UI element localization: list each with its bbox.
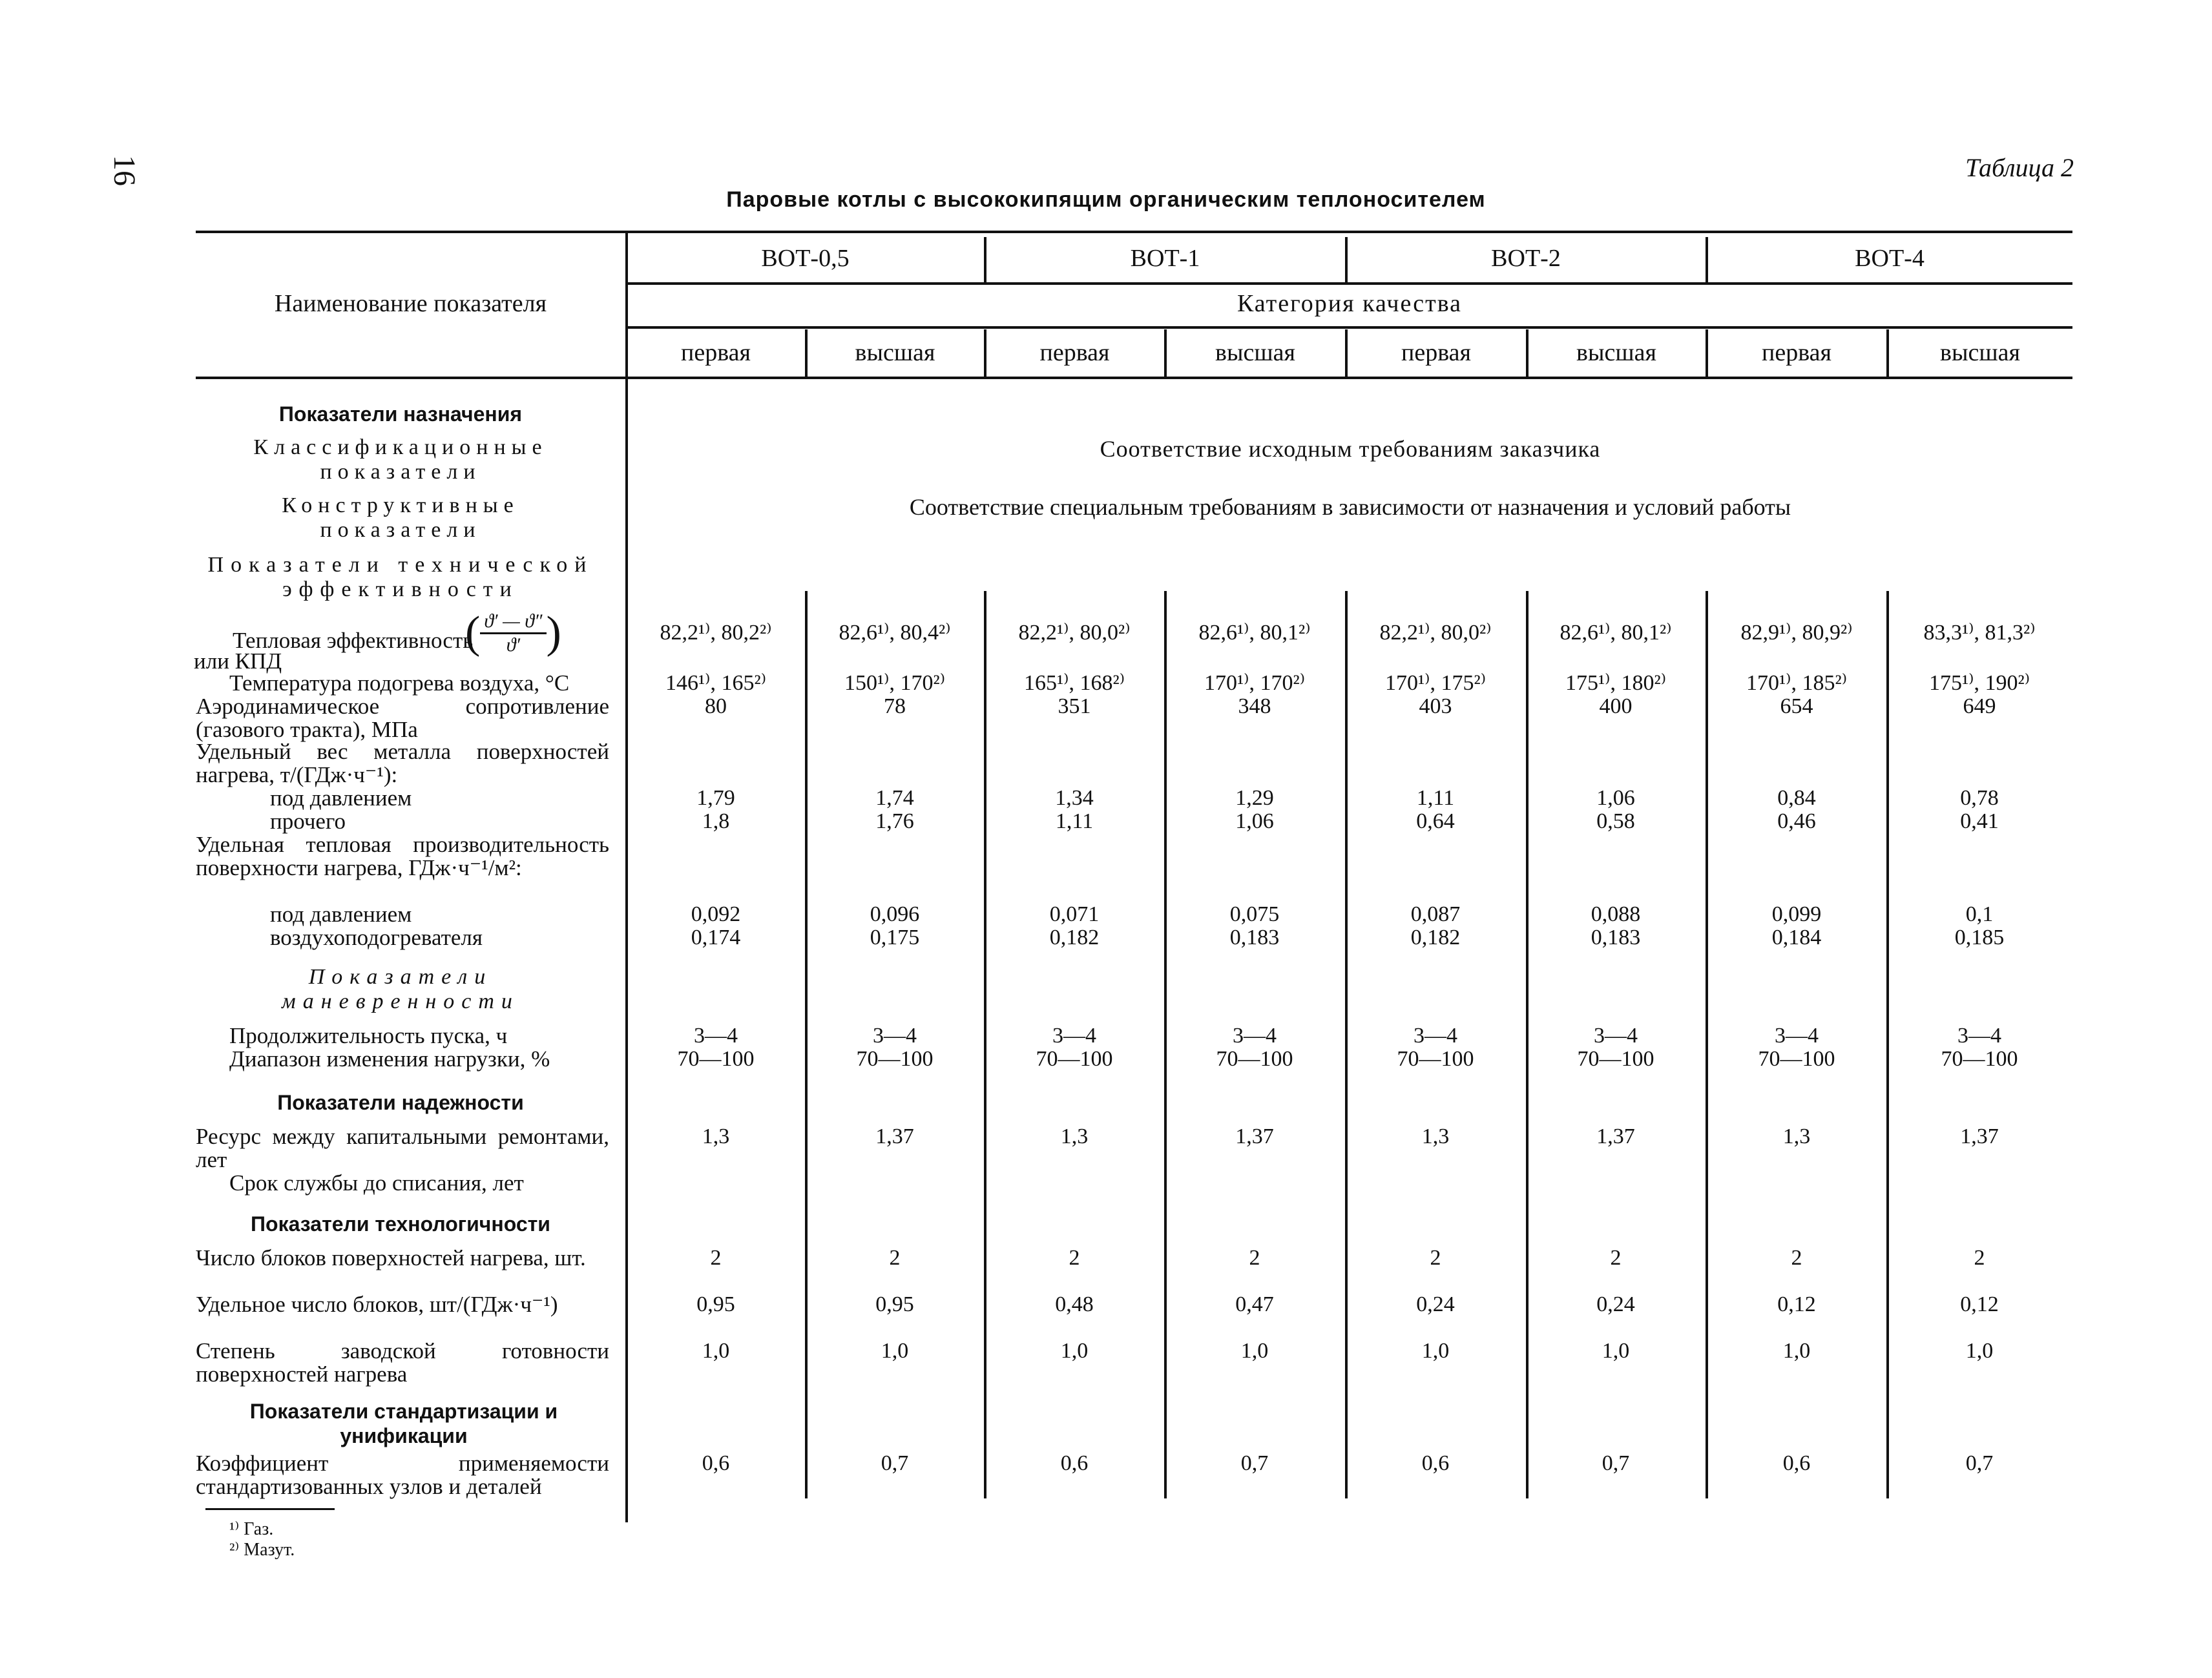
air-temp-value: 150¹⁾, 170²⁾ [844, 671, 946, 695]
top-rule [196, 231, 2072, 233]
row-label-header: Наименование показателя [274, 290, 547, 317]
grade-header: первая [681, 339, 751, 366]
spec-blocks-value: 0,12 [1777, 1292, 1816, 1316]
blocks-value: 2 [1069, 1246, 1080, 1270]
metal-sub2-label: прочего [270, 809, 346, 834]
start-value: 3—4 [1233, 1024, 1277, 1048]
coeff-value: 0,6 [1782, 1451, 1811, 1475]
thermal-eff-formula: ( $\frac{ϑ' — ϑ''}{ϑ'}$ ) [465, 608, 561, 658]
load-value: 70—100 [1216, 1047, 1293, 1071]
thermal-eff-value: 82,6¹⁾, 80,1²⁾ [1560, 621, 1672, 645]
aero-value: 348 [1238, 694, 1271, 718]
heat-prod-air-value: 0,174 [691, 926, 741, 949]
start-value: 3—4 [694, 1024, 738, 1048]
metal-pressure-value: 1,11 [1416, 786, 1455, 810]
heat-prod-pressure-value: 0,075 [1229, 902, 1280, 926]
blocks-value: 2 [1791, 1246, 1802, 1270]
formula-numerator: ϑ′ — ϑ″ [480, 610, 546, 634]
heat-prod-pressure-value: 0,088 [1591, 902, 1641, 926]
model-header: ВОТ-4 [1855, 245, 1925, 272]
coeff-value: 0,7 [1965, 1451, 1994, 1475]
thermal-eff-value: 83,3¹⁾, 81,3²⁾ [1923, 621, 2036, 645]
heat-prod-air-value: 0,182 [1049, 926, 1100, 949]
resource-value: 1,37 [1960, 1124, 1999, 1148]
category-header: Категория качества [1236, 290, 1463, 317]
section-tech-eff: Показатели технической эффективности [207, 553, 594, 601]
section-classification: Классификационные показатели [253, 435, 548, 484]
start-value: 3—4 [1775, 1024, 1819, 1048]
header-bottom-rule [196, 377, 2072, 379]
model-header: ВОТ-2 [1491, 245, 1561, 272]
spec-blocks-value: 0,48 [1055, 1292, 1094, 1316]
spec-blocks-value: 0,95 [696, 1292, 735, 1316]
model-header: ВОТ-0,5 [761, 245, 850, 272]
metal-pressure-value: 1,29 [1235, 786, 1274, 810]
readiness-value: 1,0 [1782, 1339, 1811, 1363]
metal-other-value: 1,8 [702, 809, 730, 833]
metal-other-value: 1,76 [875, 809, 914, 833]
heat-prod-air-value: 0,182 [1410, 926, 1461, 949]
heat-prod-air-value: 0,183 [1591, 926, 1641, 949]
spec-blocks-value: 0,95 [875, 1292, 914, 1316]
coeff-value: 0,6 [1421, 1451, 1450, 1475]
metal-other-value: 0,58 [1596, 809, 1635, 833]
load-value: 70—100 [677, 1047, 755, 1071]
classification-value: Соответствие исходным требованиям заказчика [1100, 436, 1601, 462]
section-design: Конструктивные показатели [282, 493, 519, 542]
table-title: Паровые котлы с высококипящим органическим теплоносителем [726, 187, 1486, 212]
page-number: 16 [107, 155, 141, 186]
thermal-eff-value: 82,6¹⁾, 80,1²⁾ [1198, 621, 1311, 645]
heat-prod-pressure-value: 0,099 [1771, 902, 1822, 926]
start-value: 3—4 [1052, 1024, 1096, 1048]
resource-value: 1,3 [702, 1124, 730, 1148]
footnote-rule [205, 1508, 335, 1510]
heat-prod-air-value: 0,183 [1229, 926, 1280, 949]
readiness-value: 1,0 [1240, 1339, 1269, 1363]
coeff-value: 0,6 [1060, 1451, 1089, 1475]
metal-pressure-value: 1,79 [696, 786, 735, 810]
blocks-value: 2 [889, 1246, 901, 1270]
heat-prod-air-value: 0,175 [870, 926, 920, 949]
coeff-value: 0,6 [702, 1451, 730, 1475]
aero-label: Аэродинамическое сопротивление (газового тракта), МПа [196, 694, 609, 742]
spec-blocks-value: 0,24 [1416, 1292, 1455, 1316]
model-rule [627, 282, 2072, 285]
service-label: Срок службы до списания, лет [229, 1170, 524, 1196]
heat-prod-pressure-value: 0,071 [1049, 902, 1100, 926]
aero-value: 351 [1058, 694, 1091, 718]
coeff-value: 0,7 [881, 1451, 909, 1475]
metal-pressure-value: 0,84 [1777, 786, 1816, 810]
load-value: 70—100 [856, 1047, 934, 1071]
air-temp-label: Температура подогрева воздуха, °С [229, 670, 570, 696]
readiness-value: 1,0 [1602, 1339, 1630, 1363]
air-temp-value: 165¹⁾, 168²⁾ [1023, 671, 1125, 695]
resource-value: 1,37 [875, 1124, 914, 1148]
coeff-value: 0,7 [1602, 1451, 1630, 1475]
grade-header: высшая [1940, 339, 2020, 366]
heat-prod-label: Удельная тепловая производительность поверхности нагрева, ГДж·ч⁻¹/м²: [196, 832, 609, 880]
air-temp-value: 170¹⁾, 185²⁾ [1746, 671, 1848, 695]
start-value: 3—4 [1957, 1024, 2001, 1048]
metal-label: Удельный вес металла поверхностей нагрева, т/(ГДж·ч⁻¹): [196, 739, 609, 787]
column-divider [1886, 591, 1889, 1498]
spec-blocks-label: Удельное число блоков, шт/(ГДж·ч⁻¹) [196, 1292, 558, 1317]
section-purpose: Показатели назначения [278, 402, 523, 426]
column-divider [1706, 591, 1708, 1498]
thermal-eff-value: 82,2¹⁾, 80,2²⁾ [660, 621, 772, 645]
air-temp-value: 175¹⁾, 190²⁾ [1928, 671, 2030, 695]
metal-other-value: 1,06 [1235, 809, 1274, 833]
metal-pressure-value: 0,78 [1960, 786, 1999, 810]
blocks-value: 2 [1610, 1246, 1622, 1270]
readiness-value: 1,0 [1060, 1339, 1089, 1363]
air-temp-value: 170¹⁾, 170²⁾ [1204, 671, 1306, 695]
table-label: Таблица 2 [1965, 153, 2074, 182]
resource-value: 1,3 [1421, 1124, 1450, 1148]
aero-value: 649 [1963, 694, 1996, 718]
air-temp-value: 146¹⁾, 165²⁾ [665, 671, 767, 695]
model-header: ВОТ-1 [1130, 245, 1200, 272]
heat-prod-pressure-value: 0,087 [1410, 902, 1461, 926]
aero-value: 400 [1599, 694, 1633, 718]
spec-blocks-value: 0,47 [1235, 1292, 1274, 1316]
heat-prod-air-value: 0,185 [1954, 926, 2005, 949]
coeff-value: 0,7 [1240, 1451, 1269, 1475]
column-divider [1526, 591, 1529, 1498]
blocks-value: 2 [1974, 1246, 1985, 1270]
design-value: Соответствие специальным требованиям в зависимости от назначения и условий работы [909, 494, 1791, 520]
section-manufacturability: Показатели технологичности [251, 1212, 550, 1236]
resource-value: 1,3 [1782, 1124, 1811, 1148]
heat-prod-pressure-value: 0,092 [691, 902, 741, 926]
metal-pressure-value: 1,74 [875, 786, 914, 810]
aero-value: 78 [884, 694, 906, 718]
grade-header: первая [1762, 339, 1831, 366]
thermal-eff-text2: или КПД [194, 648, 282, 674]
label-divider [625, 231, 628, 1522]
grade-header: высшая [855, 339, 935, 366]
thermal-eff-text: Тепловая эффективность [233, 628, 474, 653]
footnote-gas: ¹⁾ Газ. [229, 1519, 274, 1539]
aero-value: 654 [1780, 694, 1813, 718]
grade-header: высшая [1215, 339, 1295, 366]
air-temp-value: 170¹⁾, 175²⁾ [1384, 671, 1487, 695]
blocks-value: 2 [710, 1246, 722, 1270]
formula-denominator: ϑ′ [506, 634, 521, 656]
start-value: 3—4 [873, 1024, 917, 1048]
resource-label: Ресурс между капитальными ремонтами, лет [196, 1124, 609, 1172]
column-divider [1345, 591, 1348, 1498]
blocks-value: 2 [1430, 1246, 1441, 1270]
category-rule [627, 326, 2072, 329]
section-standardization: Показатели стандартизации и унификации [249, 1400, 558, 1447]
blocks-value: 2 [1249, 1246, 1260, 1270]
start-label: Продолжительность пуска, ч [229, 1023, 508, 1048]
load-value: 70—100 [1941, 1047, 2018, 1071]
readiness-value: 1,0 [702, 1339, 730, 1363]
column-divider [1164, 591, 1167, 1498]
thermal-eff-value: 82,2¹⁾, 80,0²⁾ [1018, 621, 1131, 645]
load-value: 70—100 [1758, 1047, 1835, 1071]
resource-value: 1,3 [1060, 1124, 1089, 1148]
thermal-eff-value: 82,9¹⁾, 80,9²⁾ [1740, 621, 1853, 645]
load-value: 70—100 [1397, 1047, 1474, 1071]
metal-other-value: 0,46 [1777, 809, 1816, 833]
metal-sub1-label: под давлением [270, 785, 412, 811]
spec-blocks-value: 0,24 [1596, 1292, 1635, 1316]
heat-prod-pressure-value: 0,1 [1965, 902, 1994, 926]
heat-prod-sub2-label: воздухоподогревателя [270, 925, 483, 950]
aero-value: 403 [1419, 694, 1452, 718]
metal-other-value: 0,64 [1416, 809, 1455, 833]
section-maneuver: Показатели маневренности [282, 965, 519, 1013]
column-divider [805, 591, 808, 1498]
resource-value: 1,37 [1596, 1124, 1635, 1148]
metal-other-value: 0,41 [1960, 809, 1999, 833]
column-divider [984, 591, 986, 1498]
grade-header: высшая [1576, 339, 1656, 366]
blocks-label: Число блоков поверхностей нагрева, шт. [196, 1245, 586, 1270]
load-label: Диапазон изменения нагрузки, % [229, 1046, 550, 1072]
resource-value: 1,37 [1235, 1124, 1274, 1148]
metal-other-value: 1,11 [1055, 809, 1094, 833]
spec-blocks-value: 0,12 [1960, 1292, 1999, 1316]
aero-value: 80 [705, 694, 727, 718]
air-temp-value: 175¹⁾, 180²⁾ [1565, 671, 1667, 695]
readiness-label: Степень заводской готовности поверхностей нагрева [196, 1338, 609, 1387]
grade-header: первая [1039, 339, 1110, 366]
start-value: 3—4 [1594, 1024, 1638, 1048]
heat-prod-sub1-label: под давлением [270, 902, 412, 927]
readiness-value: 1,0 [1965, 1339, 1994, 1363]
metal-pressure-value: 1,34 [1055, 786, 1094, 810]
footnote-fuel-oil: ²⁾ Мазут. [229, 1540, 295, 1560]
readiness-value: 1,0 [881, 1339, 909, 1363]
section-reliability: Показатели надежности [277, 1091, 524, 1114]
metal-pressure-value: 1,06 [1596, 786, 1635, 810]
readiness-value: 1,0 [1421, 1339, 1450, 1363]
heat-prod-pressure-value: 0,096 [870, 902, 920, 926]
heat-prod-air-value: 0,184 [1771, 926, 1822, 949]
thermal-eff-value: 82,6¹⁾, 80,4²⁾ [839, 621, 951, 645]
grade-header: первая [1401, 339, 1471, 366]
load-value: 70—100 [1577, 1047, 1654, 1071]
coeff-label: Коэффициент применяемости стандартизованных узлов и деталей [196, 1451, 609, 1499]
start-value: 3—4 [1414, 1024, 1457, 1048]
thermal-eff-value: 82,2¹⁾, 80,0²⁾ [1379, 621, 1492, 645]
load-value: 70—100 [1036, 1047, 1113, 1071]
